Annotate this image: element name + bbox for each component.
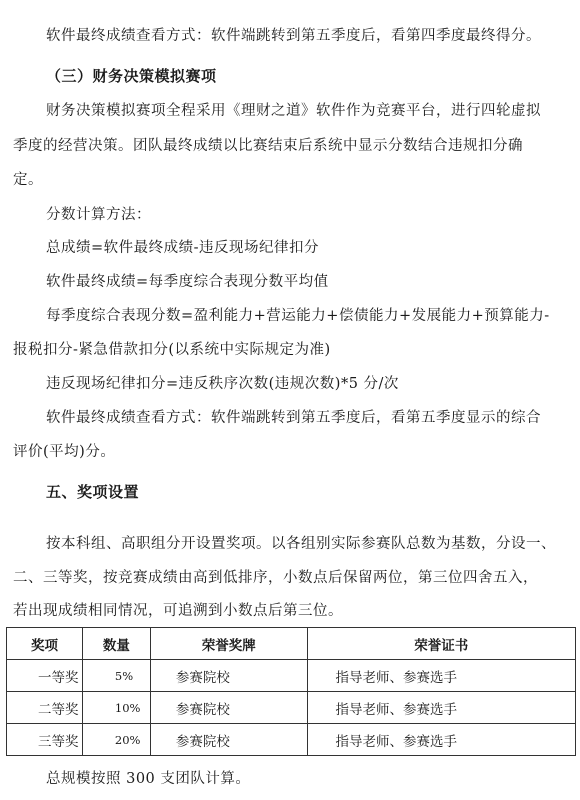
document-page: 软件最终成绩查看方式：软件端跳转到第五季度后，看第四季度最终得分。 （三）财务决策模拟赛项 财务决策模拟赛项全程采用《理财之道》软件作为竞赛平台，进行四轮虚拟 季度的经营决策。团队最终成绩以比赛结束后系统中显示分数结合违规扣分确 定。 分数计算方法： 总成绩=软件最终成绩-违反现场纪律扣分 软件最终成绩=每季度综合表现分数平均值 每季度综合表现分数=盈利能力+营运能力+偿债能力+发展能力+预算能力- 报税扣分-紧急借款扣分(以系统中实际规定为准) 违反现场纪律扣分=违反秩序次数(违规次数)*5 分/次 软件最终成绩查看方式：软件端跳转到第五季度后，看第五季度显示的综合 评价(平均)分。 五、奖项设置 按本科组、高职组分开设置奖项。以各组别实际参赛队总数为基数，分设一、 二、三等奖，按竞赛成绩由高到低排序，小数点后保留两位，第三位四舍五入， 若出现成绩相同情况，可追溯到小数点后第三位。 奖项 数量 荣誉奖牌 荣誉证书 一等奖 5% 参赛院校 指导老师、参赛选手 二等奖 10% 参赛院校 指导老师、参赛选手 三等奖 20% 参赛院校 指导老师、参赛选手 总规模按照 300 支团队计算。 [0, 0, 580, 800]
table-row [7, 692, 576, 724]
cell-quantity: 20% [82, 724, 150, 756]
awards-table [6, 627, 576, 756]
cell-certificate: 指导老师、参赛选手 [307, 692, 575, 724]
cell-award: 一等奖 [7, 660, 83, 692]
cell-certificate: 指导老师、参赛选手 [307, 660, 575, 692]
header-award: 奖项 [7, 628, 83, 660]
cell-award: 三等奖 [7, 724, 83, 756]
header-medal: 荣誉奖牌 [150, 628, 307, 660]
cell-quantity: 10% [82, 692, 150, 724]
header-certificate: 荣誉证书 [307, 628, 575, 660]
cell-certificate: 指导老师、参赛选手 [307, 724, 575, 756]
header-quantity: 数量 [82, 628, 150, 660]
cell-medal: 参赛院校 [150, 692, 307, 724]
cell-medal: 参赛院校 [150, 660, 307, 692]
cell-medal: 参赛院校 [150, 724, 307, 756]
table-header-row [7, 628, 576, 660]
cell-award: 二等奖 [7, 692, 83, 724]
cell-quantity: 5% [82, 660, 150, 692]
table-row [7, 724, 576, 756]
table-row [7, 660, 576, 692]
